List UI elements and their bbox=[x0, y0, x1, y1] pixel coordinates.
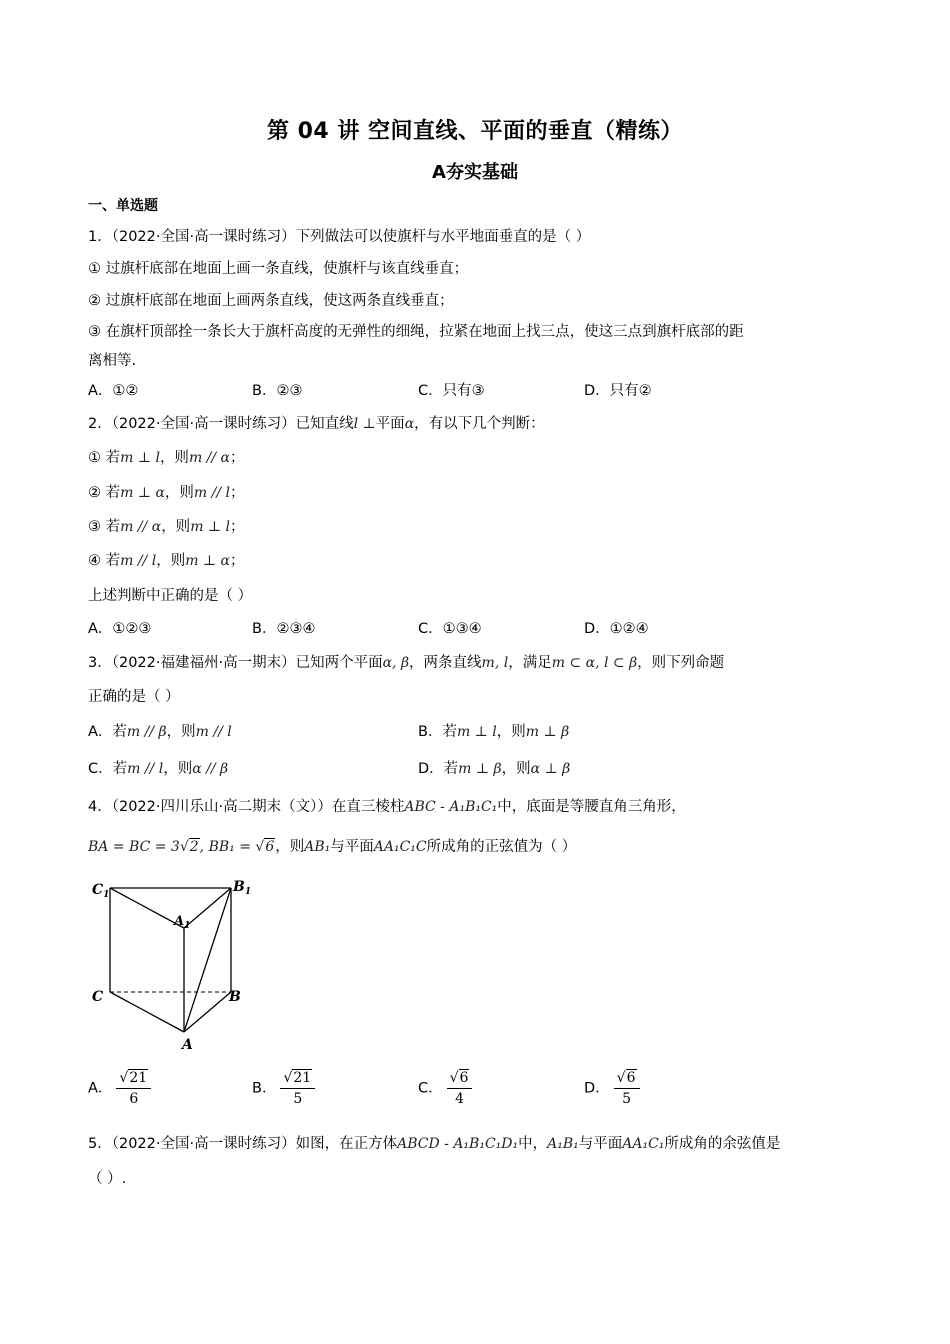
q2-item-math: m // l bbox=[193, 485, 230, 501]
q1-statement-3: ③ 在旗杆顶部拴一条长大于旗杆高度的无弹性的细绳，拉紧在地面上找三点，使这三点到旗杆底部的距 bbox=[88, 324, 744, 340]
q2-stem bbox=[88, 414, 545, 434]
q2-option-a: A．①②③ bbox=[88, 621, 152, 637]
q4-math: ABC - A₁B₁C₁ bbox=[404, 799, 498, 815]
q3-option-math: m // l bbox=[195, 724, 232, 740]
q5-stem-text: 与平面 bbox=[578, 1136, 623, 1152]
q3-math: m ⊂ α, l ⊂ β bbox=[551, 655, 638, 671]
q4-math: AB₁ bbox=[304, 839, 331, 855]
q2-item-text: ① 若 bbox=[88, 450, 121, 466]
q2-item-text: ； bbox=[230, 450, 245, 466]
prism-figure bbox=[88, 872, 258, 1052]
q2-ask: 上述判断中正确的是（ ） bbox=[88, 588, 253, 604]
q2-option-d: D．①②④ bbox=[584, 621, 649, 637]
q5-stem-text: 中， bbox=[518, 1136, 548, 1152]
q2-item-math: m // α bbox=[120, 519, 162, 535]
q2-item-1 bbox=[88, 448, 245, 468]
q3-option-math: α // β bbox=[192, 761, 229, 777]
q4-stem-text: 与平面 bbox=[330, 839, 374, 855]
q4-option-label: B． bbox=[252, 1080, 277, 1097]
q2-item-text: ③ 若 bbox=[88, 519, 121, 535]
label-a1: $A_1$ bbox=[174, 914, 191, 931]
q1-option-b: B．②③ bbox=[252, 383, 303, 399]
q2-item-text: ； bbox=[230, 519, 245, 535]
q3-option-math: m // β bbox=[126, 724, 167, 740]
q4-option-label: C． bbox=[418, 1080, 443, 1097]
q4-option-b bbox=[252, 1068, 315, 1109]
q4-radicand: 6 bbox=[265, 839, 275, 855]
q1-statement-2: ② 过旗杆底部在地面上画两条直线，使这两条直线垂直； bbox=[88, 293, 454, 309]
q3-stem-text: ，两条直线 bbox=[409, 655, 482, 671]
q4-stem bbox=[88, 797, 686, 817]
q1-statement-3-cont: 离相等. bbox=[88, 353, 137, 369]
q5-math: A₁B₁ bbox=[547, 1136, 579, 1152]
fraction-denominator: 5 bbox=[622, 1091, 632, 1107]
q3-option-text: C．若 bbox=[88, 761, 128, 777]
fraction-denominator: 5 bbox=[293, 1091, 303, 1107]
q4-option-c bbox=[418, 1068, 472, 1109]
q2-item-2 bbox=[88, 483, 245, 503]
q2-option-b: B．②③④ bbox=[252, 621, 316, 637]
q2-stem-text: ，有以下几个判断： bbox=[414, 416, 545, 432]
q2-item-text: ，则 bbox=[156, 553, 186, 569]
page-subtitle: A夯实基础 bbox=[432, 162, 518, 183]
q3-option-math: m // l bbox=[127, 761, 164, 777]
q2-item-text: ，则 bbox=[164, 485, 194, 501]
q4-math: , BB₁ = bbox=[199, 839, 256, 855]
q3-math: α, β bbox=[382, 655, 410, 671]
q3-option-text: ，则 bbox=[501, 761, 531, 777]
q2-math: α bbox=[404, 416, 415, 432]
q3-option-b bbox=[418, 722, 569, 742]
q4-option-label: D． bbox=[584, 1080, 610, 1097]
q2-stem-text: 2．（2022·全国·高一课时练习）已知直线 bbox=[88, 416, 354, 432]
q3-stem-text: ，满足 bbox=[508, 655, 552, 671]
q3-option-text: ，则 bbox=[496, 724, 526, 740]
label-b1: $B_1$ bbox=[233, 879, 252, 897]
q3-option-math: α ⊥ β bbox=[530, 761, 571, 777]
q4-option-fraction: $\frac{√6}{5}$ bbox=[614, 1068, 640, 1109]
q3-math: m, l bbox=[481, 655, 509, 671]
q3-stem bbox=[88, 653, 724, 673]
fraction-denominator: 6 bbox=[129, 1091, 139, 1107]
edge-a-b1 bbox=[184, 888, 231, 1032]
q1-statement-1: ① 过旗杆底部在地面上画一条直线，使旗杆与该直线垂直； bbox=[88, 261, 469, 277]
q2-item-text: ，则 bbox=[161, 519, 191, 535]
fraction-numerator: 21 bbox=[129, 1070, 148, 1086]
q3-option-d bbox=[418, 759, 570, 779]
q2-item-4 bbox=[88, 551, 245, 571]
q3-stem-text: 3．（2022·福建福州·高一期末）已知两个平面 bbox=[88, 655, 383, 671]
fraction-denominator: 4 bbox=[455, 1091, 464, 1107]
q5-stem bbox=[88, 1134, 780, 1154]
q3-option-text: D．若 bbox=[418, 761, 459, 777]
q5-math: ABCD - A₁B₁C₁D₁ bbox=[397, 1136, 519, 1152]
q4-stem-text: 所成角的正弦值为（ ） bbox=[426, 839, 577, 855]
q2-item-math: m ⊥ l bbox=[120, 450, 160, 466]
q3-stem-cont: 正确的是（ ） bbox=[88, 689, 180, 705]
fraction-numerator: 6 bbox=[459, 1070, 469, 1086]
label-c: C bbox=[92, 989, 104, 1005]
q1-stem: 1．（2022·全国·高一课时练习）下列做法可以使旗杆与水平地面垂直的是（ ） bbox=[88, 229, 591, 245]
q3-option-math: m ⊥ β bbox=[525, 724, 570, 740]
q4-option-fraction: $\frac{√21}{5}$ bbox=[280, 1068, 315, 1109]
q4-stem-text: 4．（2022·四川乐山·高二期末（文））在直三棱柱 bbox=[88, 799, 405, 815]
section-heading: 一、单选题 bbox=[88, 198, 158, 214]
q2-item-text: ② 若 bbox=[88, 485, 121, 501]
q2-item-math: m // α bbox=[188, 450, 231, 466]
q3-option-text: ，则 bbox=[163, 761, 193, 777]
q2-item-math: m // l bbox=[120, 553, 157, 569]
q2-math: l ⊥ bbox=[353, 416, 376, 432]
q3-option-math: m ⊥ l bbox=[456, 724, 497, 740]
fraction-numerator: 6 bbox=[626, 1070, 636, 1086]
q2-item-3 bbox=[88, 517, 245, 537]
label-b: B bbox=[229, 989, 241, 1005]
q3-option-text: B．若 bbox=[418, 724, 457, 740]
q2-option-c: C．①③④ bbox=[418, 621, 482, 637]
q1-option-d: D．只有② bbox=[584, 383, 652, 399]
q4-math bbox=[189, 837, 200, 857]
q5-math: AA₁C₁ bbox=[622, 1136, 665, 1152]
fraction-numerator: 21 bbox=[293, 1070, 312, 1086]
q5-stem-cont: （ ）. bbox=[88, 1171, 127, 1187]
label-c1: $C_1$ bbox=[92, 882, 110, 900]
q5-stem-text: 5．（2022·全国·高一课时练习）如图，在正方体 bbox=[88, 1136, 398, 1152]
q3-option-text: ，则 bbox=[166, 724, 196, 740]
label-a: A bbox=[182, 1037, 193, 1052]
q4-radicand: 2 bbox=[189, 839, 199, 855]
q3-stem-text: ，则下列命题 bbox=[637, 655, 725, 671]
q2-item-math: m ⊥ l bbox=[190, 519, 231, 535]
q4-stem-text: ，则 bbox=[275, 839, 305, 855]
q3-option-a bbox=[88, 722, 232, 742]
q4-math bbox=[264, 837, 275, 857]
q4-option-label: A． bbox=[88, 1080, 113, 1097]
q2-item-math: m ⊥ α bbox=[185, 553, 230, 569]
q3-option-c bbox=[88, 759, 228, 779]
q2-item-text: ，则 bbox=[159, 450, 189, 466]
q4-condition: BA = BC = 3√2, BB₁ = √6，则AB₁与平面AA₁C₁C所成角的正弦值为（ ） bbox=[88, 839, 577, 855]
q2-item-text: ； bbox=[230, 553, 245, 569]
q3-option-text: A．若 bbox=[88, 724, 127, 740]
q4-stem-text: 中，底面是等腰直角三角形， bbox=[497, 799, 686, 815]
q4-option-fraction: $\frac{√6}{4}$ bbox=[447, 1068, 473, 1109]
edge-c-a bbox=[110, 992, 184, 1032]
q2-item-text: ； bbox=[230, 485, 245, 501]
q4-math: BA = BC = 3 bbox=[88, 839, 180, 855]
q1-option-a: A．①② bbox=[88, 383, 139, 399]
q2-item-text: ④ 若 bbox=[88, 553, 121, 569]
page-title: 第 04 讲 空间直线、平面的垂直（精练） bbox=[266, 119, 684, 144]
q2-item-math: m ⊥ α bbox=[120, 485, 165, 501]
q2-stem-text: 平面 bbox=[375, 416, 405, 432]
q4-option-a bbox=[88, 1068, 151, 1109]
q4-math: AA₁C₁C bbox=[373, 839, 427, 855]
q5-stem-text: 所成角的余弦值是 bbox=[664, 1136, 781, 1152]
q3-option-math: m ⊥ β bbox=[458, 761, 502, 777]
edge-c1-a1 bbox=[110, 888, 184, 928]
q4-option-d bbox=[584, 1068, 640, 1109]
q1-option-c: C．只有③ bbox=[418, 383, 485, 399]
q4-option-fraction: $\frac{√21}{6}$ bbox=[116, 1068, 151, 1109]
